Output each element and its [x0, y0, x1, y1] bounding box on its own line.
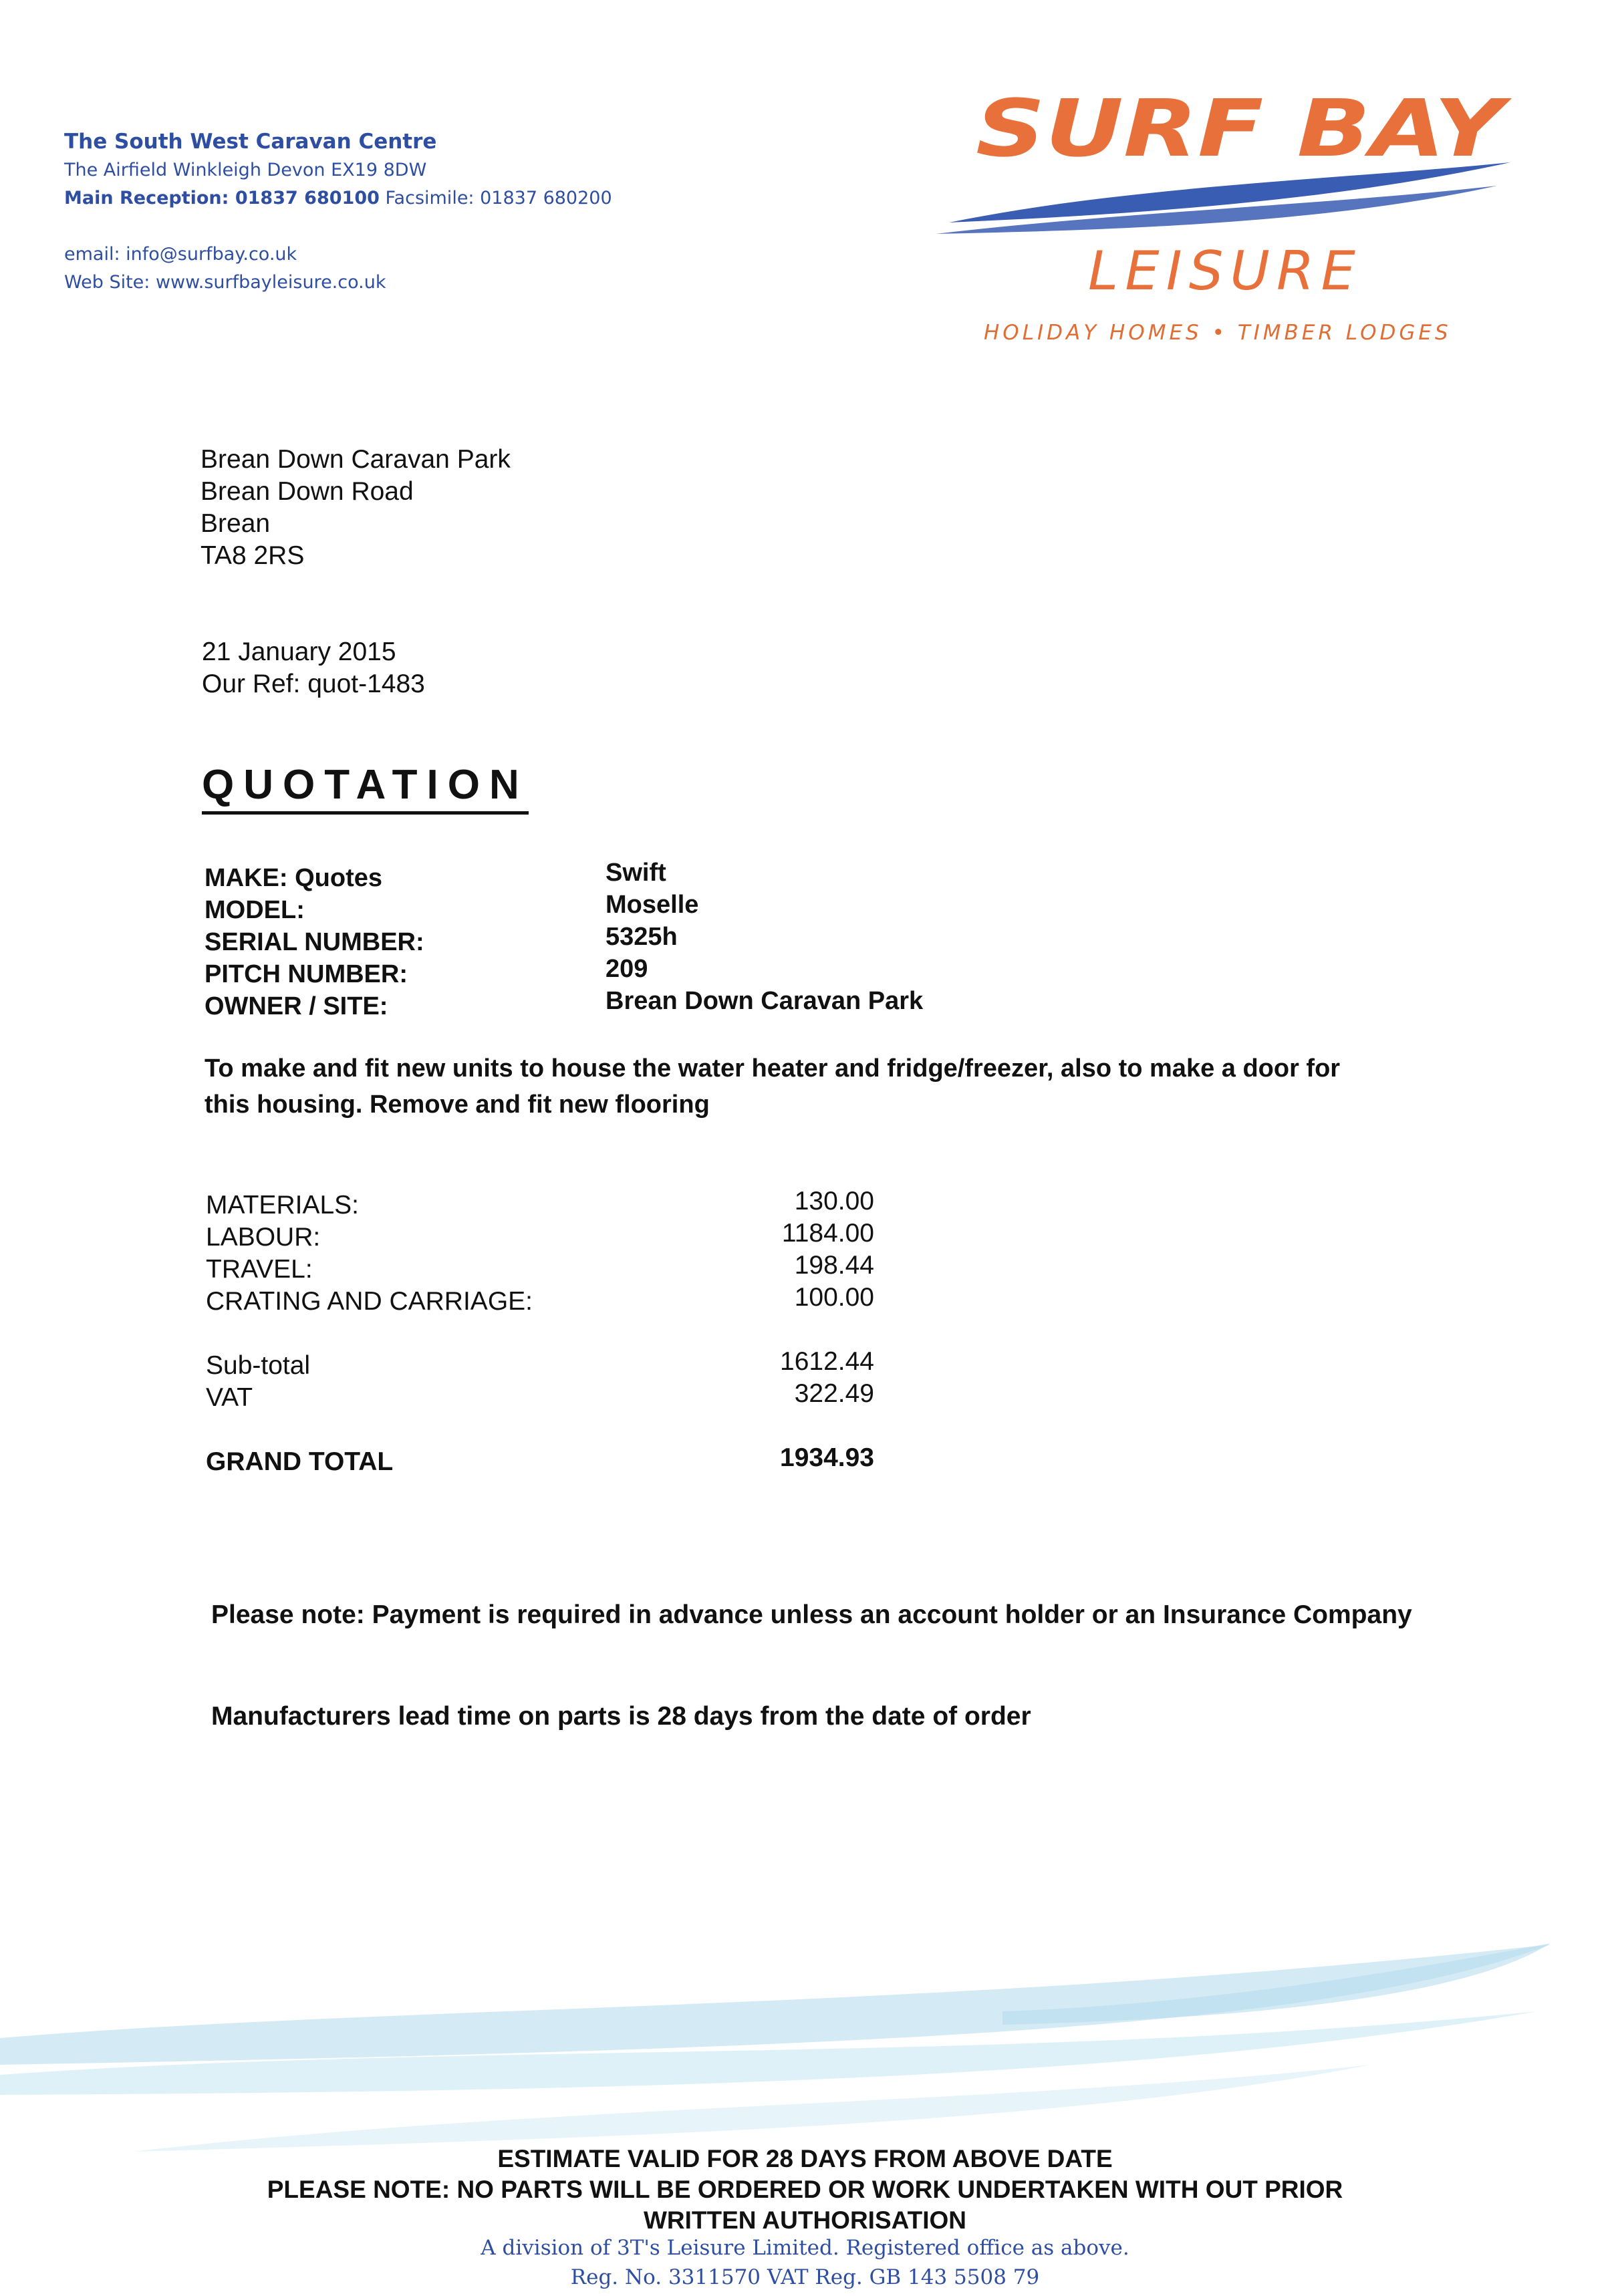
detail-label: PITCH NUMBER: [205, 960, 408, 988]
detail-row [205, 923, 1207, 958]
reception-number: Main Reception: 01837 680100 [64, 188, 380, 208]
subtotal-label: Sub-total [206, 1351, 311, 1380]
recipient-line: Brean Down Caravan Park [200, 445, 511, 474]
detail-label: MODEL: [205, 896, 305, 924]
recipient-address [200, 444, 511, 572]
cost-row [206, 1251, 874, 1286]
division-line: A division of 3T's Leisure Limited. Registered office as above. [481, 2236, 1129, 2260]
detail-value: Moselle [606, 891, 699, 919]
logo-tagline: HOLIDAY HOMES • TIMBER LODGES [984, 321, 1452, 345]
company-website: Web Site: www.surfbayleisure.co.uk [64, 272, 386, 293]
company-registration [0, 2233, 1610, 2292]
footer-waves [0, 1931, 1610, 2152]
cost-value: 100.00 [794, 1283, 874, 1312]
vat-row [206, 1379, 874, 1414]
detail-row [205, 891, 1207, 926]
cost-value: 1184.00 [781, 1219, 874, 1248]
company-email: email: info@surfbay.co.uk [64, 244, 297, 265]
cost-row [206, 1189, 874, 1222]
grand-total-value: 1934.93 [780, 1443, 874, 1472]
detail-label: MAKE: Quotes [205, 864, 382, 892]
surf-bay-logo [929, 86, 1517, 353]
work-description: To make and fit new units to house the water heater and fridge/freezer, also to make a door for this housing. Remove and fit new flooring [205, 1054, 1341, 1119]
caravan-details [205, 859, 1207, 1022]
document-title: QUOTATION [202, 762, 529, 815]
cost-value: 198.44 [794, 1251, 874, 1280]
cost-label: MATERIALS: [206, 1191, 359, 1219]
estimate-footer [0, 2144, 1610, 2236]
cost-row [206, 1283, 874, 1318]
grand-total-row [206, 1443, 874, 1478]
logo-brand-bottom: LEISURE [1088, 240, 1362, 302]
logo-brand-top: SURF BAY [976, 86, 1512, 174]
detail-label: OWNER / SITE: [205, 992, 388, 1020]
company-phone-line [64, 184, 612, 212]
company-name: The South West Caravan Centre [64, 130, 437, 154]
vat-label: VAT [206, 1383, 253, 1412]
subtotal-row [206, 1347, 874, 1382]
detail-value: 209 [606, 955, 648, 983]
footer-validity: ESTIMATE VALID FOR 28 DAYS FROM ABOVE DATE [497, 2145, 1113, 2172]
recipient-line: Brean [200, 509, 271, 538]
cost-value: 130.00 [794, 1187, 874, 1215]
vat-value: 322.49 [794, 1379, 874, 1408]
detail-value: Brean Down Caravan Park [606, 987, 924, 1015]
cost-row [206, 1219, 874, 1254]
detail-value: 5325h [606, 923, 678, 951]
facsimile-number: Facsimile: 01837 680200 [385, 188, 612, 208]
payment-note: Please note: Payment is required in advance unless an account holder or an Insurance Company [211, 1600, 1412, 1629]
company-address: The Airfield Winkleigh Devon EX19 8DW [64, 160, 427, 180]
recipient-line: TA8 2RS [200, 541, 305, 570]
cost-label: TRAVEL: [206, 1255, 313, 1284]
detail-row [205, 987, 1207, 1022]
our-reference: Our Ref: quot-1483 [202, 670, 425, 698]
detail-value: Swift [606, 859, 666, 887]
registration-line: Reg. No. 3311570 VAT Reg. GB 143 5508 79 [570, 2265, 1040, 2289]
footer-authorisation-notice-cont: WRITTEN AUTHORISATION [643, 2206, 966, 2234]
subtotal-value: 1612.44 [780, 1347, 874, 1376]
cost-breakdown [206, 1189, 874, 1478]
lead-time-note: Manufacturers lead time on parts is 28 days from the date of order [211, 1702, 1031, 1731]
recipient-line: Brean Down Road [200, 477, 414, 506]
detail-label: SERIAL NUMBER: [205, 928, 424, 956]
footer-authorisation-notice: PLEASE NOTE: NO PARTS WILL BE ORDERED OR WORK UNDERTAKEN WITH OUT PRIOR [267, 2176, 1343, 2203]
cost-label: LABOUR: [206, 1223, 321, 1252]
letter-meta [202, 636, 425, 700]
cost-label: CRATING AND CARRIAGE: [206, 1287, 533, 1316]
detail-row [205, 859, 1207, 894]
company-header [64, 127, 612, 297]
grand-total-label: GRAND TOTAL [206, 1447, 394, 1476]
logo-graphic [929, 86, 1517, 319]
letter-date: 21 January 2015 [202, 637, 396, 666]
